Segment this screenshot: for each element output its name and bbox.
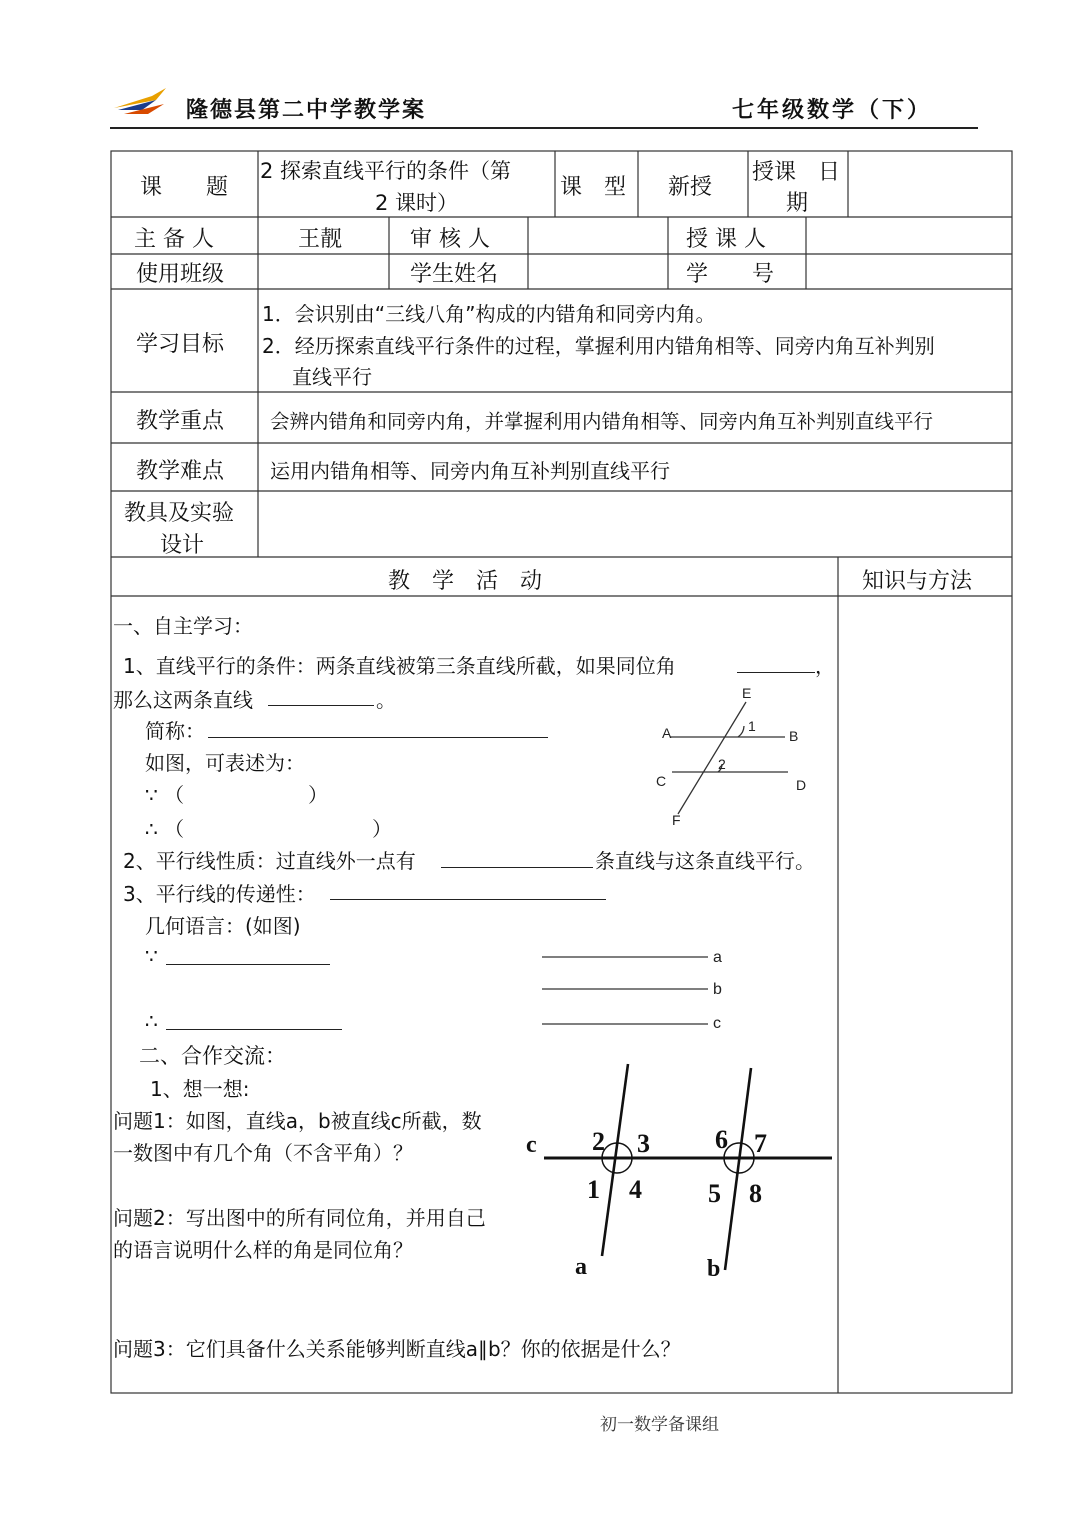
date-label-line2: 期	[786, 191, 809, 216]
label-angle-3: 3	[637, 1129, 650, 1158]
type-value: 新授	[668, 175, 713, 200]
label-line-c: c	[526, 1132, 537, 1158]
preparer-value: 王靓	[298, 227, 343, 252]
objectives-label: 学习目标	[136, 332, 225, 357]
problem1-line1: 问题1：如图，直线a，b被直线c所截，数	[113, 1109, 482, 1133]
q2-text-a: 2、平行线性质：过直线外一点有	[123, 849, 416, 873]
label-f: F	[672, 812, 681, 828]
label-angle-7: 7	[754, 1129, 767, 1158]
figure-parallel-transversal	[640, 680, 830, 830]
label-line-b: b	[707, 1256, 721, 1282]
because-line: ∵ （	[145, 783, 185, 807]
q2-text-b: 条直线与这条直线平行。	[595, 849, 815, 873]
geo-therefore-blank	[166, 1029, 342, 1030]
q3-blank	[330, 899, 606, 900]
preparer-label: 主 备 人	[134, 227, 214, 252]
therefore-end: ）	[372, 817, 392, 841]
grade-subject: 七年级数学（下）	[732, 97, 933, 123]
difficulties-value: 运用内错角相等、同旁内角互补判别直线平行	[270, 459, 670, 483]
geo-because-blank	[166, 964, 330, 965]
line-a	[602, 1064, 628, 1256]
label-line-b: b	[713, 981, 722, 998]
problem1-line2: 一数图中有几个角（不含平角）？	[113, 1141, 413, 1165]
teacher-label: 授 课 人	[686, 227, 766, 252]
topic-value-line1: 2 探索直线平行的条件（第	[260, 159, 512, 183]
topic-label: 课 题	[140, 175, 229, 200]
q2-blank	[441, 867, 593, 868]
key-points-value: 会辨内错角和同旁内角，并掌握利用内错角相等、同旁内角互补判别直线平行	[270, 410, 934, 433]
as-figure-text: 如图，可表述为：	[145, 751, 305, 775]
label-line-a: a	[575, 1254, 587, 1280]
q1-blank-2	[268, 705, 374, 706]
label-line-a: a	[713, 949, 722, 966]
therefore-line: ∴ （	[145, 817, 185, 841]
topic-value-line2: 2 课时）	[375, 191, 459, 215]
geo-therefore: ∴	[145, 1009, 158, 1033]
label-angle-1: 1	[587, 1175, 600, 1204]
label-angle-5: 5	[708, 1179, 721, 1208]
label-angle-8: 8	[749, 1179, 762, 1208]
label-c: C	[656, 773, 667, 789]
label-line-c: c	[713, 1015, 721, 1032]
section2-heading: 二、合作交流：	[139, 1044, 286, 1068]
label-angle-1: 1	[748, 718, 756, 734]
problem2-line1: 问题2：写出图中的所有同位角，并用自己	[113, 1206, 486, 1230]
activity-header: 教 学 活 动	[388, 569, 543, 594]
section1-heading: 一、自主学习：	[113, 614, 253, 638]
figure-eight-angles	[520, 1060, 840, 1285]
abbr-blank	[208, 737, 548, 738]
angle-1-arc	[738, 726, 744, 737]
label-angle-2: 2	[718, 756, 726, 772]
school-title: 隆德县第二中学教学案	[186, 97, 427, 123]
because-end: ）	[308, 783, 328, 807]
tools-label-line1: 教具及实验	[124, 501, 235, 526]
objective-item-2-line1: 2．经历探索直线平行条件的过程，掌握利用内错角相等、同旁内角互补判别	[262, 334, 935, 358]
geo-language: 几何语言：(如图)	[145, 914, 301, 938]
methods-header: 知识与方法	[862, 569, 973, 594]
type-label: 课 型	[560, 175, 627, 200]
problem2-line2: 的语言说明什么样的角是同位角？	[113, 1238, 413, 1262]
class-label: 使用班级	[136, 262, 225, 287]
reviewer-label: 审 核 人	[410, 227, 490, 252]
problem3: 问题3：它们具备什么关系能够判断直线a∥b？你的依据是什么？	[113, 1337, 681, 1361]
tools-label-line2: 设计	[160, 533, 205, 558]
student-name-label: 学生姓名	[410, 262, 499, 287]
objective-item-2-line2: 直线平行	[292, 365, 372, 389]
label-a: A	[662, 725, 672, 741]
q1-line1: 1、直线平行的条件：两条直线被第三条直线所截，如果同位角	[123, 654, 676, 678]
q1-blank-1	[737, 672, 815, 673]
figure-three-parallel-lines	[540, 942, 740, 1032]
student-number-label: 学 号	[686, 262, 775, 287]
q1-line2: 那么这两条直线	[113, 688, 253, 712]
label-angle-6: 6	[715, 1125, 728, 1154]
q1-period: 。	[376, 688, 396, 712]
key-points-label: 教学重点	[136, 409, 225, 434]
date-label-line1: 授课 日	[752, 160, 841, 185]
q1-comma: ，	[815, 654, 835, 678]
label-e: E	[742, 685, 752, 701]
geo-because: ∵	[145, 944, 158, 968]
objective-item-1: 1．会识别由“三线八角”构成的内错角和同旁内角。	[262, 302, 716, 326]
label-b: B	[789, 728, 799, 744]
label-d: D	[796, 777, 807, 793]
line-ef	[678, 702, 746, 814]
label-angle-2: 2	[592, 1127, 605, 1156]
section2-sub: 1、想一想:	[150, 1077, 250, 1101]
q3-text: 3、平行线的传递性：	[123, 882, 316, 906]
footer-text: 初一数学备课组	[600, 1415, 719, 1435]
label-angle-4: 4	[629, 1175, 642, 1204]
abbr-label: 简称：	[145, 719, 205, 743]
difficulties-label: 教学难点	[136, 459, 225, 484]
